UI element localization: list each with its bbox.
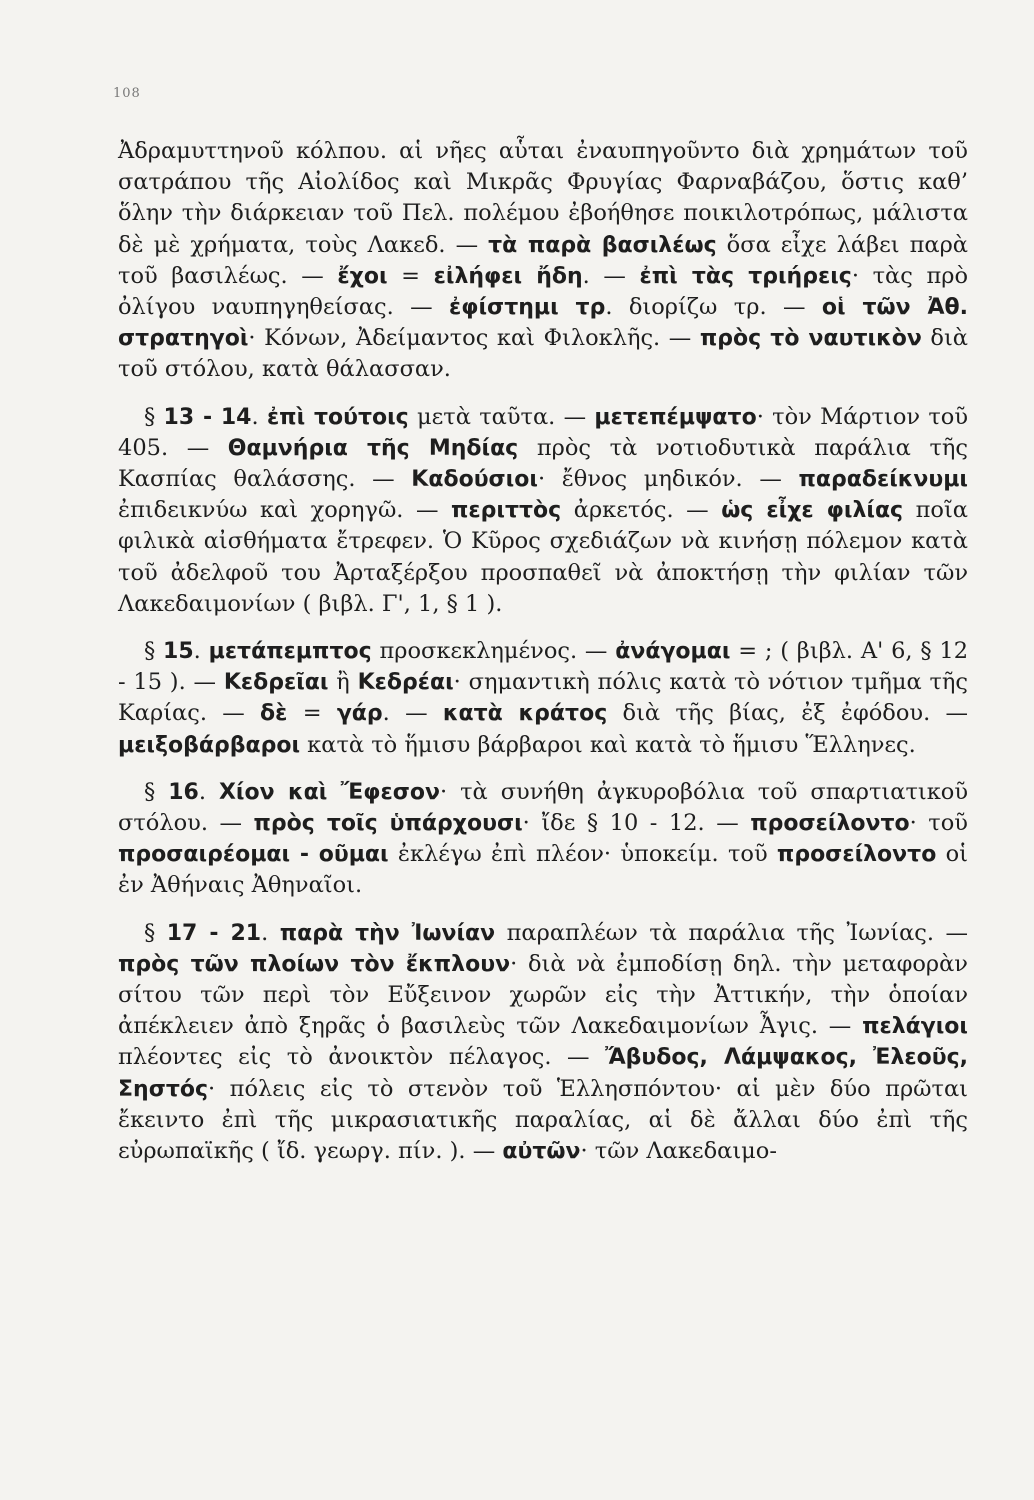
- headword: αὐτῶν: [502, 1139, 581, 1165]
- headword: γάρ: [336, 701, 383, 727]
- headword: μετεπέμψατο: [594, 404, 757, 430]
- headword: πρὸς τῶν πλοίων τὸν ἔκπλουν: [118, 951, 511, 977]
- gloss-text: · διὰ νὰ ἐμποδίσῃ δηλ. τὴν μεταφορὰν σίτου τῶν περὶ τὸν Εὔξεινον χωρῶν εἰς τὴν Ἀττικήν, τὴν ὁποίαν ἀπέκλειεν ἀπὸ ξηρᾶς ὁ βασιλεὺς τῶν Λακεδαιμονίων Ἆγις. —: [118, 950, 968, 1040]
- gloss-text: κατὰ τὸ ἥμισυ βάρβαροι καὶ κατὰ τὸ ἥμισυ Ἕλληνες.: [300, 731, 916, 758]
- paragraph-section-13-14: [118, 402, 968, 620]
- headword: πρὸς τοῖς ὑπάρχουσι: [253, 811, 523, 837]
- gloss-text: · τὰς πρὸ ὀλίγου ναυπηγηθείσας. —: [118, 262, 969, 321]
- headword: Θαμνήρια τῆς Μηδίας: [227, 435, 519, 461]
- gloss-text: πλέοντες εἰς τὸ ἀνοικτὸν πέλαγος. —: [118, 1044, 606, 1071]
- gloss-text: .: [251, 403, 267, 430]
- gloss-text: ὅσα εἶχε λάβει παρὰ τοῦ βασιλέως. —: [118, 231, 968, 289]
- gloss-text: §: [144, 638, 164, 665]
- headword: παραδείκνυμι: [798, 467, 968, 493]
- gloss-text: = ; ( βιβλ. Α' 6, § 12 - 15 ). —: [118, 638, 969, 696]
- headword: Χίον καὶ Ἔφεσον: [218, 779, 440, 805]
- gloss-text: ἀρκετός. —: [561, 497, 722, 524]
- gloss-text: · ἔθνος μηδικόν. —: [537, 466, 799, 493]
- headword: 17 - 21: [166, 920, 262, 946]
- gloss-text: · ἴδε § 10 - 12. —: [522, 810, 751, 837]
- headword: Κεδρέαι: [357, 670, 454, 696]
- gloss-text: πρὸς τὰ νοτιοδυτικὰ παράλια τῆς Κασπίας θαλάσσης. —: [118, 434, 969, 493]
- gloss-text: .: [193, 638, 209, 665]
- headword: δὲ: [260, 701, 288, 727]
- paragraph-section-17-21: [118, 918, 968, 1168]
- gloss-text: · σημαντικὴ πόλις κατὰ τὸ νότιον τμῆμα τῆς Καρίας. —: [118, 669, 968, 727]
- headword: μετάπεμπτος: [208, 639, 372, 665]
- gloss-text: .: [261, 919, 280, 946]
- headword: εἰλήφει ἤδη: [433, 263, 583, 289]
- gloss-text: . διορίζω τρ. —: [605, 294, 822, 321]
- headword: ἔχοι: [337, 263, 388, 289]
- gloss-text: §: [144, 403, 164, 430]
- gloss-text: ἐπιδεικνύω καὶ χορηγῶ. —: [118, 497, 451, 524]
- headword: Κεδρεῖαι: [223, 670, 329, 696]
- headword: προσαιρέομαι - οῦμαι: [118, 842, 389, 868]
- gloss-text: ἢ: [328, 669, 358, 696]
- gloss-text: =: [387, 262, 434, 289]
- gloss-text: . —: [382, 700, 443, 727]
- headword: ἀνάγομαι: [615, 639, 731, 665]
- gloss-text: · τῶν Λακεδαιμο-: [580, 1138, 777, 1165]
- paragraph-section-16: [118, 777, 968, 902]
- headword: πελάγιοι: [862, 1014, 968, 1040]
- headword: προσείλοντο: [776, 842, 937, 868]
- headword: οἱ τῶν Ἀθ. στρατηγοὶ: [118, 295, 968, 352]
- gloss-text: · πόλεις εἰς τὸ στενὸν τοῦ Ἑλλησπόντου· αἱ μὲν δύο πρῶται ἔκειντο ἐπὶ τῆς μικρασιατικῆς παραλίας, αἱ δὲ ἄλλαι δύο ἐπὶ τῆς εὐρωπαϊκῆς ( ἴδ. γεωργ. πίν. ). —: [118, 1075, 968, 1165]
- headword: ἐφίστημι τρ: [449, 295, 606, 321]
- gloss-text: · Κόνων, Ἀδείμαντος καὶ Φιλοκλῆς. —: [248, 325, 700, 352]
- page-number: 108: [113, 86, 141, 101]
- gloss-text: =: [287, 700, 337, 727]
- gloss-text: · τὸν Μάρτιον τοῦ 405. —: [118, 403, 968, 461]
- headword: μειξοβάρβαροι: [118, 732, 301, 758]
- gloss-text: . —: [582, 262, 640, 289]
- gloss-text: προσκεκλημένος. —: [371, 638, 616, 665]
- paragraph-section-15: [118, 636, 968, 761]
- gloss-text: παραπλέων τὰ παράλια τῆς Ἰωνίας. —: [495, 919, 968, 946]
- headword: τὰ παρὰ βασιλέως: [488, 232, 717, 258]
- gloss-text: ἐκλέγω ἐπὶ πλέον· ὑποκείμ. τοῦ: [388, 841, 777, 868]
- headword: Καδούσιοι: [411, 467, 538, 493]
- headword: ὡς εἶχε φιλίας: [721, 498, 904, 524]
- headword: ἐπὶ τούτοις: [266, 404, 409, 430]
- headword: περιττὸς: [451, 498, 562, 524]
- headword: ἐπὶ τὰς τριήρεις: [639, 263, 852, 289]
- headword: 13 - 14: [163, 404, 252, 430]
- headword: κατὰ κράτος: [442, 701, 608, 727]
- page-text: [118, 136, 968, 1167]
- gloss-text: διὰ τοῦ στόλου, κατὰ θάλασσαν.: [118, 325, 968, 383]
- gloss-text: Ἀδραμυττηνοῦ κόλπου. αἱ νῆες αὗται ἐναυπηγοῦντο διὰ χρημάτων τοῦ σατράπου τῆς Αἰολίδος καὶ Μικρᾶς Φρυγίας Φαρναβάζου, ὅστις καθ’ ὅλην τὴν διάρκειαν τοῦ Πελ. πολέμου ἐβοήθησε ποικιλοτρόπως, μάλιστα δὲ μὲ χρήματα, τοὺς Λακεδ. —: [118, 138, 968, 258]
- gloss-text: μετὰ ταῦτα. —: [408, 403, 595, 430]
- headword: προσείλοντο: [750, 811, 910, 837]
- paragraph-1: [118, 136, 968, 386]
- headword: παρὰ τὴν Ἰωνίαν: [279, 920, 496, 946]
- gloss-text: ποῖα φιλικὰ αἰσθήματα ἔτρεφεν. Ὁ Κῦρος σχεδιάζων νὰ κινήσῃ πόλεμον κατὰ τοῦ ἀδελφοῦ του Ἀρταξέρξου προσπαθεῖ νὰ ἀποκτήσῃ τὴν φιλίαν τῶν Λακεδαιμονίων ( βιβλ. Γ', 1, § 1 ).: [118, 497, 968, 617]
- headword: 16: [168, 779, 199, 805]
- headword: Ἄβυδος, Λάμψακος, Ἐλεοῦς, Σηστός: [118, 1045, 968, 1102]
- gloss-text: §: [144, 919, 167, 946]
- gloss-text: §: [144, 778, 169, 805]
- gloss-text: .: [198, 778, 219, 805]
- gloss-text: οἱ ἐν Ἀθήναις Ἀθηναῖοι.: [118, 841, 968, 899]
- gloss-text: · τὰ συνήθη ἀγκυροβόλια τοῦ σπαρτιατικοῦ στόλου. —: [118, 778, 968, 837]
- gloss-text: · τοῦ: [909, 810, 968, 837]
- gloss-text: διὰ τῆς βίας, ἐξ ἐφόδου. —: [607, 700, 968, 727]
- headword: πρὸς τὸ ναυτικὸν: [699, 326, 922, 352]
- headword: 15: [163, 639, 194, 665]
